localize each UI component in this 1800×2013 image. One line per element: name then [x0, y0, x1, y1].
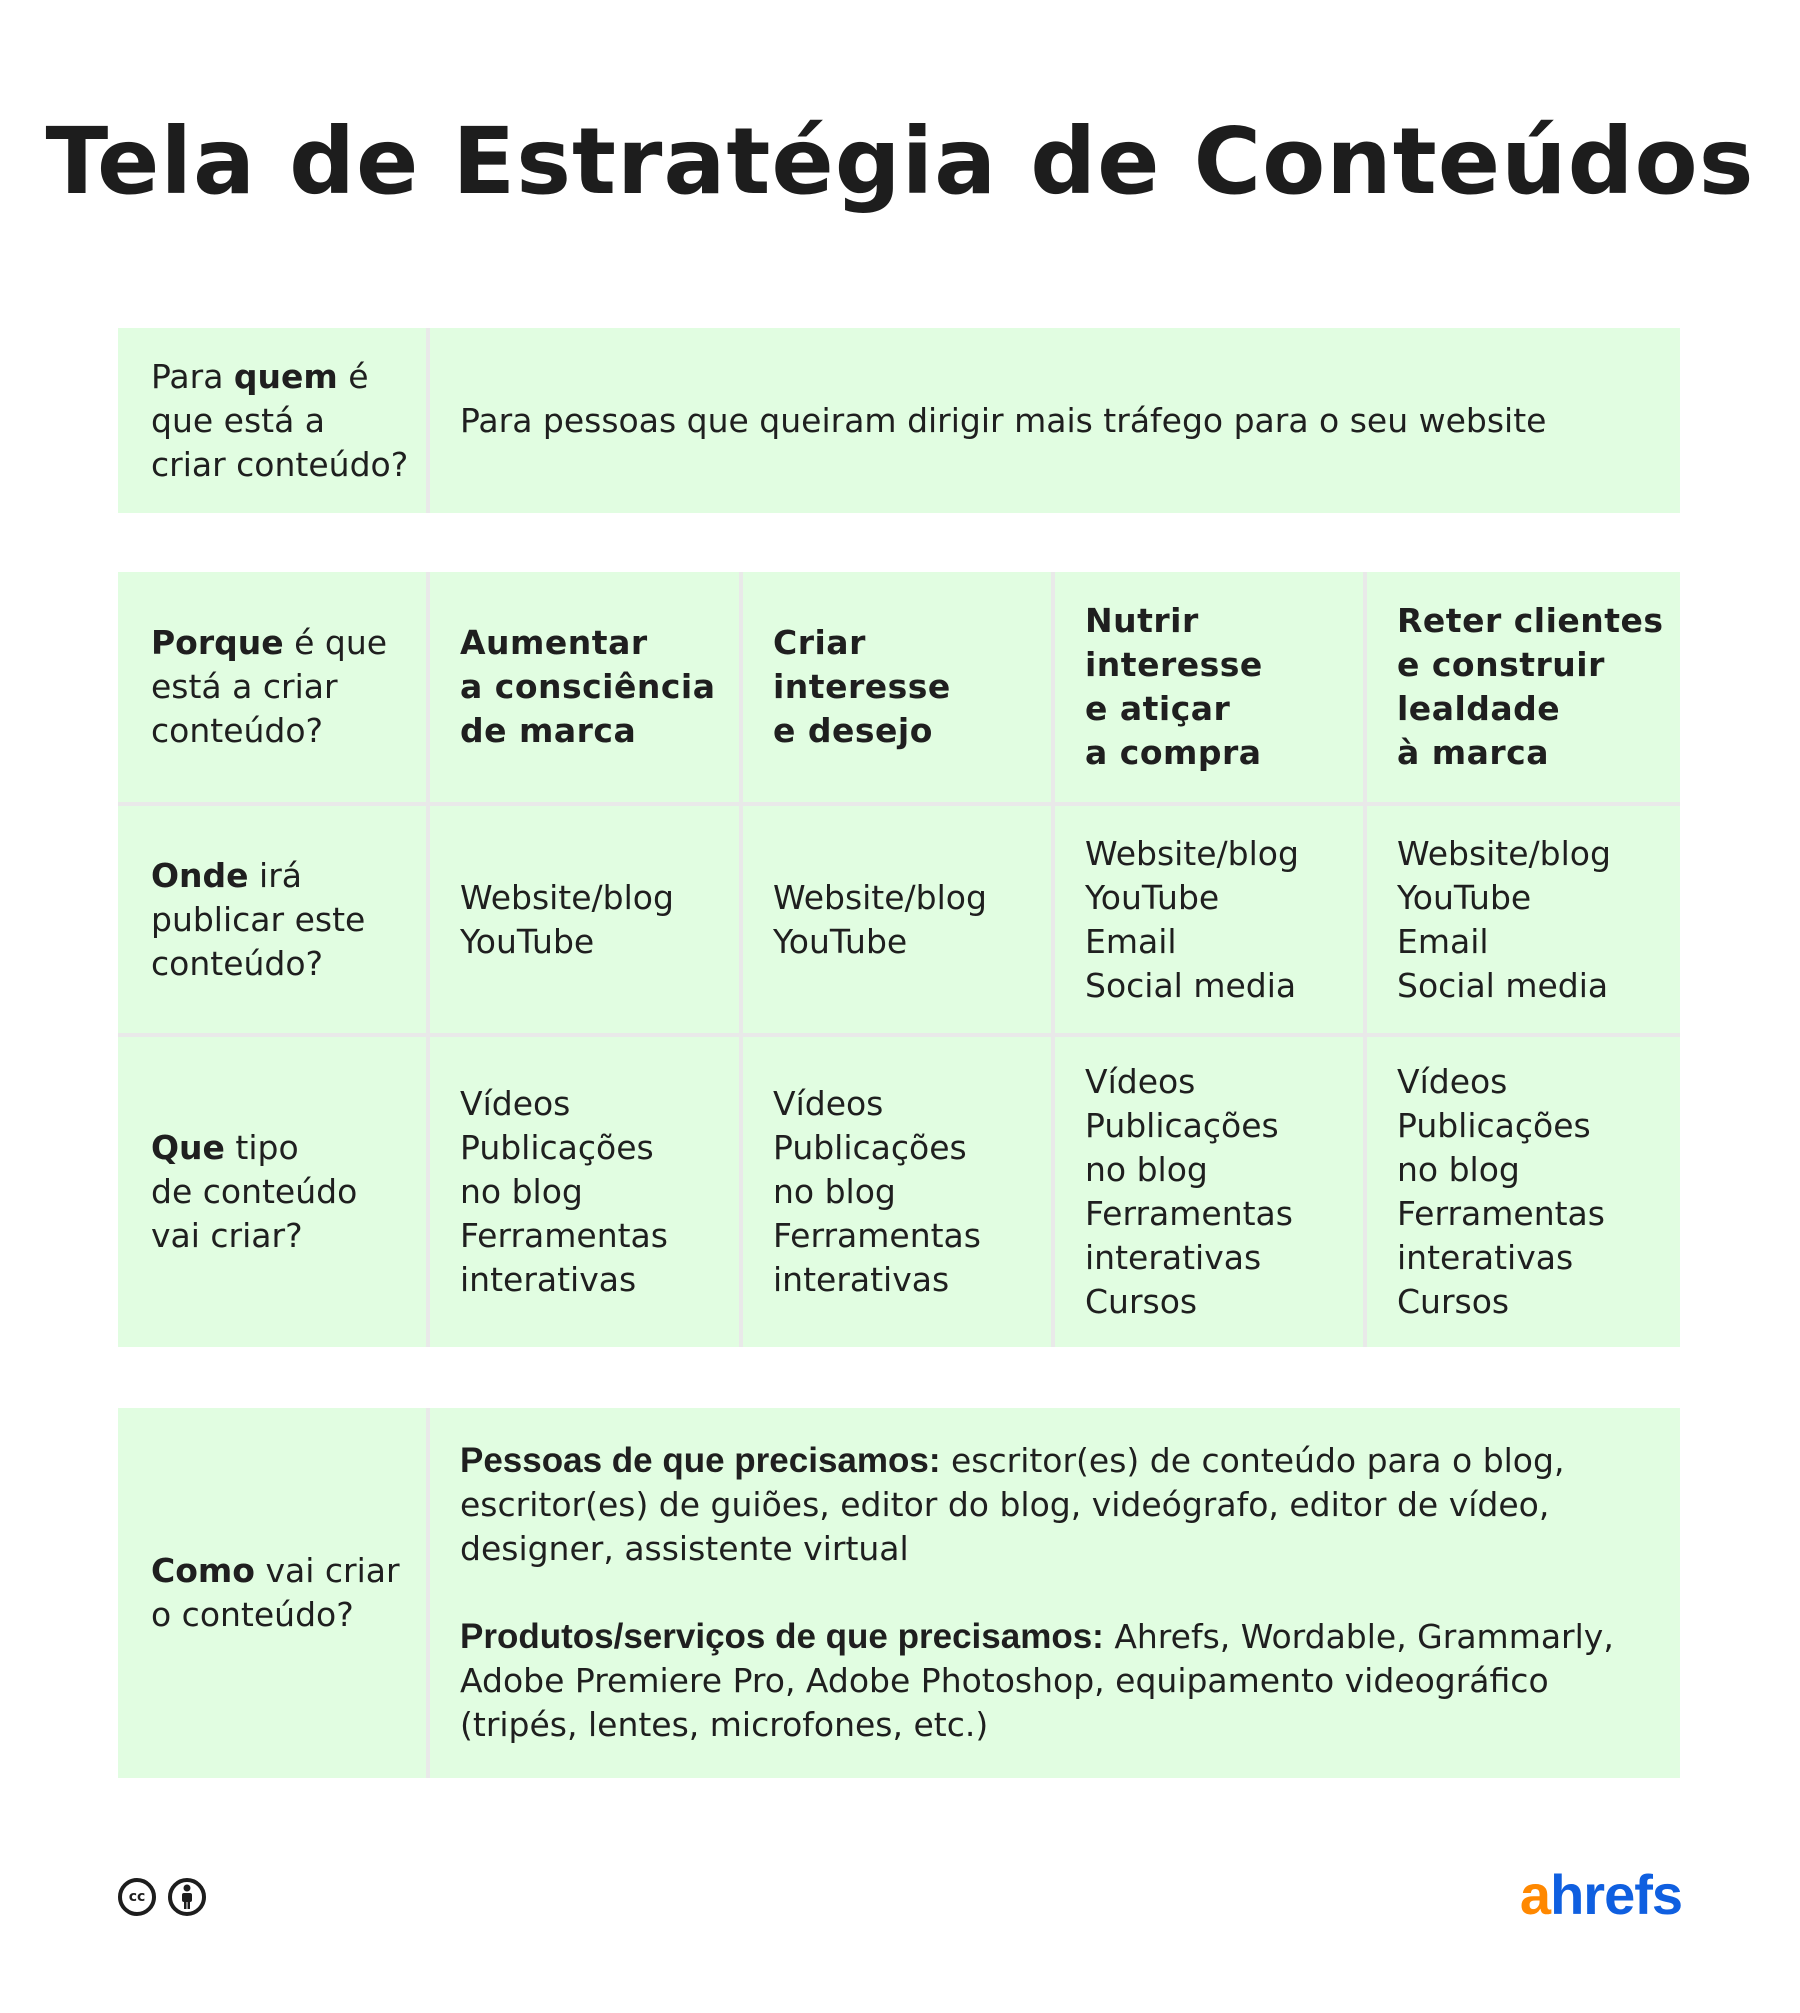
page-title: Tela de Estratégia de Conteúdos [45, 108, 1755, 215]
who-question-keyword: quem [233, 356, 338, 396]
how-answer [460, 1408, 1675, 1778]
products-needed [460, 1615, 1614, 1747]
products-needed-text: Ahrefs, Wordable, Grammarly, Adobe Premiere Pro, Adobe Photoshop, equipamento videográfico (tripés, lentes, microfones, etc.) [460, 1617, 1614, 1744]
what-question [151, 1037, 426, 1347]
goal-loyalty: Reter clientes e construir lealdade à marca [1397, 601, 1664, 772]
who-question [151, 328, 426, 513]
types-loyalty: Vídeos Publicações no blog Ferramentas interativas Cursos [1397, 1062, 1605, 1321]
column-divider [426, 572, 430, 1347]
column-divider [1363, 572, 1367, 1347]
how-question-keyword: Como [151, 1551, 255, 1590]
ahrefs-logo [1520, 1862, 1682, 1927]
license-icons [118, 1878, 206, 1916]
goal-interest: Criar interesse e desejo [773, 623, 951, 750]
people-needed-text: escritor(es) de conteúdo para o blog, escritor(es) de guiões, editor do blog, videógrafo, editor de vídeo, designer, assistente virtual [460, 1441, 1565, 1568]
cc-icon: cc [118, 1878, 156, 1916]
channels-purchase: Website/blog YouTube Email Social media [1085, 833, 1299, 1005]
people-needed-label: Pessoas de que precisamos: [460, 1441, 941, 1480]
logo-letter-a: a [1519, 1863, 1551, 1926]
how-question [151, 1408, 426, 1778]
where-question [151, 806, 426, 1033]
by-attribution-icon [168, 1878, 206, 1916]
logo-text: hrefs [1550, 1863, 1682, 1926]
what-question-keyword: Que [151, 1128, 225, 1167]
why-question-keyword: Porque [151, 623, 284, 662]
column-divider [426, 328, 430, 513]
types-awareness: Vídeos Publicações no blog Ferramentas interativas [460, 1084, 668, 1299]
channels-interest: Website/blog YouTube [773, 877, 987, 961]
column-divider [426, 1408, 430, 1778]
who-section [118, 328, 1680, 513]
strategy-grid [118, 572, 1680, 1347]
channels-awareness: Website/blog YouTube [460, 877, 674, 961]
column-divider [1051, 572, 1055, 1347]
who-question-prefix: Para [151, 356, 234, 396]
how-question-rest: vai criar o conteúdo? [151, 1551, 400, 1634]
where-question-rest: irá publicar este conteúdo? [151, 855, 366, 983]
where-question-keyword: Onde [151, 855, 249, 895]
products-needed-label: Produtos/serviços de que precisamos: [460, 1617, 1104, 1656]
who-question-rest: é que está a criar conteúdo? [151, 356, 409, 484]
people-needed [460, 1439, 1564, 1571]
types-interest: Vídeos Publicações no blog Ferramentas interativas [773, 1084, 981, 1299]
goal-awareness: Aumentar a consciência de marca [460, 623, 716, 750]
why-question [151, 572, 426, 802]
types-purchase: Vídeos Publicações no blog Ferramentas interativas Cursos [1085, 1062, 1293, 1321]
goal-purchase: Nutrir interesse e atiçar a compra [1085, 601, 1263, 772]
what-question-rest: tipo de conteúdo vai criar? [151, 1128, 358, 1255]
channels-loyalty: Website/blog YouTube Email Social media [1397, 833, 1611, 1005]
who-answer: Para pessoas que queiram dirigir mais tráfego para o seu website [460, 400, 1547, 440]
why-question-rest: é que está a criar conteúdo? [151, 623, 388, 750]
how-section [118, 1408, 1680, 1778]
column-divider [739, 572, 743, 1347]
